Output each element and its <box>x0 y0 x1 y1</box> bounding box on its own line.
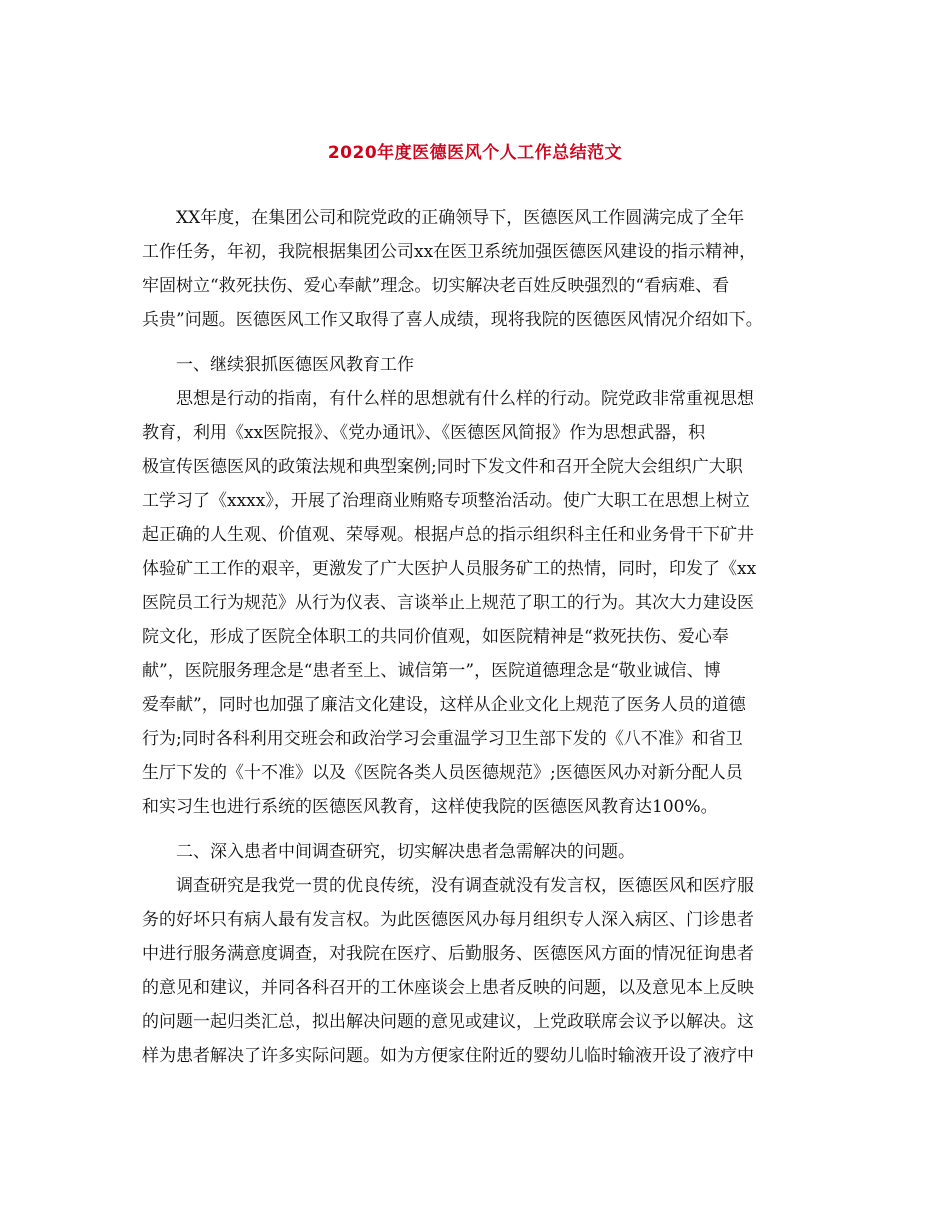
document-title: 2020年度医德医风个人工作总结范文 <box>327 143 623 163</box>
paragraph-line: 教育，利用《xx医院报》、《党办通讯》、《医德医风简报》作为思想武器，积 <box>142 423 706 443</box>
paragraph-line: 的意见和建议，并同各科召开的工休座谈会上患者反映的问题，以及意见本上反映 <box>142 978 754 998</box>
section-heading: 一、继续狠抓医德医风教育工作 <box>176 355 414 375</box>
section-heading: 二、深入患者中间调查研究，切实解决患者急需解决的问题。 <box>176 842 635 862</box>
paragraph-line: 体验矿工工作的艰辛，更激发了广大医护人员服务矿工的热情，同时，印发了《xx <box>142 559 757 579</box>
paragraph-line: 中进行服务满意度调查，对我院在医疗、后勤服务、医德医风方面的情况征询患者 <box>142 944 754 964</box>
paragraph-line: XX年度，在集团公司和院党政的正确领导下，医德医风工作圆满完成了全年 <box>176 208 745 228</box>
paragraph-line: 爱奉献”，同时也加强了廉洁文化建设，这样从企业文化上规范了医务人员的道德 <box>142 695 746 715</box>
paragraph-line: 和实习生也进行系统的医德医风教育，这样使我院的医德医风教育达100%。 <box>142 797 718 817</box>
paragraph-line: 生厅下发的《十不准》以及《医院各类人员医德规范》;医德医风办对新分配人员 <box>142 763 743 783</box>
paragraph-line: 极宣传医德医风的政策法规和典型案例;同时下发文件和召开全院大会组织广大职 <box>142 457 743 477</box>
paragraph-line: 思想是行动的指南，有什么样的思想就有什么样的行动。院党政非常重视思想 <box>176 389 754 409</box>
paragraph-line: 行为;同时各科利用交班会和政治学习会重温学习卫生部下发的《八不准》和省卫 <box>142 729 743 749</box>
paragraph-line: 工作任务，年初，我院根据集团公司xx在医卫系统加强医德医风建设的指示精神， <box>142 242 757 262</box>
paragraph-line: 医院员工行为规范》从行为仪表、言谈举止上规范了职工的行为。其次大力建设医 <box>142 593 754 613</box>
paragraph-line: 务的好坏只有病人最有发言权。为此医德医风办每月组织专人深入病区、门诊患者 <box>142 910 754 930</box>
paragraph-line: 兵贵”问题。医德医风工作又取得了喜人成绩，现将我院的医德医风情况介绍如下。 <box>142 310 763 330</box>
paragraph-line: 调查研究是我党一贯的优良传统，没有调查就没有发言权，医德医风和医疗服 <box>176 876 754 896</box>
paragraph-line: 工学习了《xxxx》，开展了治理商业贿赂专项整治活动。使广大职工在思想上树立 <box>142 491 750 511</box>
paragraph-line: 献”，医院服务理念是“患者至上、诚信第一”，医院道德理念是“敬业诚信、博 <box>142 661 721 681</box>
paragraph-line: 样为患者解决了许多实际问题。如为方便家住附近的婴幼儿临时输液开设了液疗中 <box>142 1046 754 1066</box>
paragraph-line: 院文化，形成了医院全体职工的共同价值观，如医院精神是“救死扶伤、爱心奉 <box>142 627 729 647</box>
paragraph-line: 起正确的人生观、价值观、荣辱观。根据卢总的指示组织科主任和业务骨干下矿井 <box>142 525 754 545</box>
paragraph-line: 的问题一起归类汇总，拟出解决问题的意见或建议，上党政联席会议予以解决。这 <box>142 1012 754 1032</box>
paragraph-line: 牢固树立“救死扶伤、爱心奉献”理念。切实解决老百姓反映强烈的“看病难、看 <box>142 276 730 296</box>
